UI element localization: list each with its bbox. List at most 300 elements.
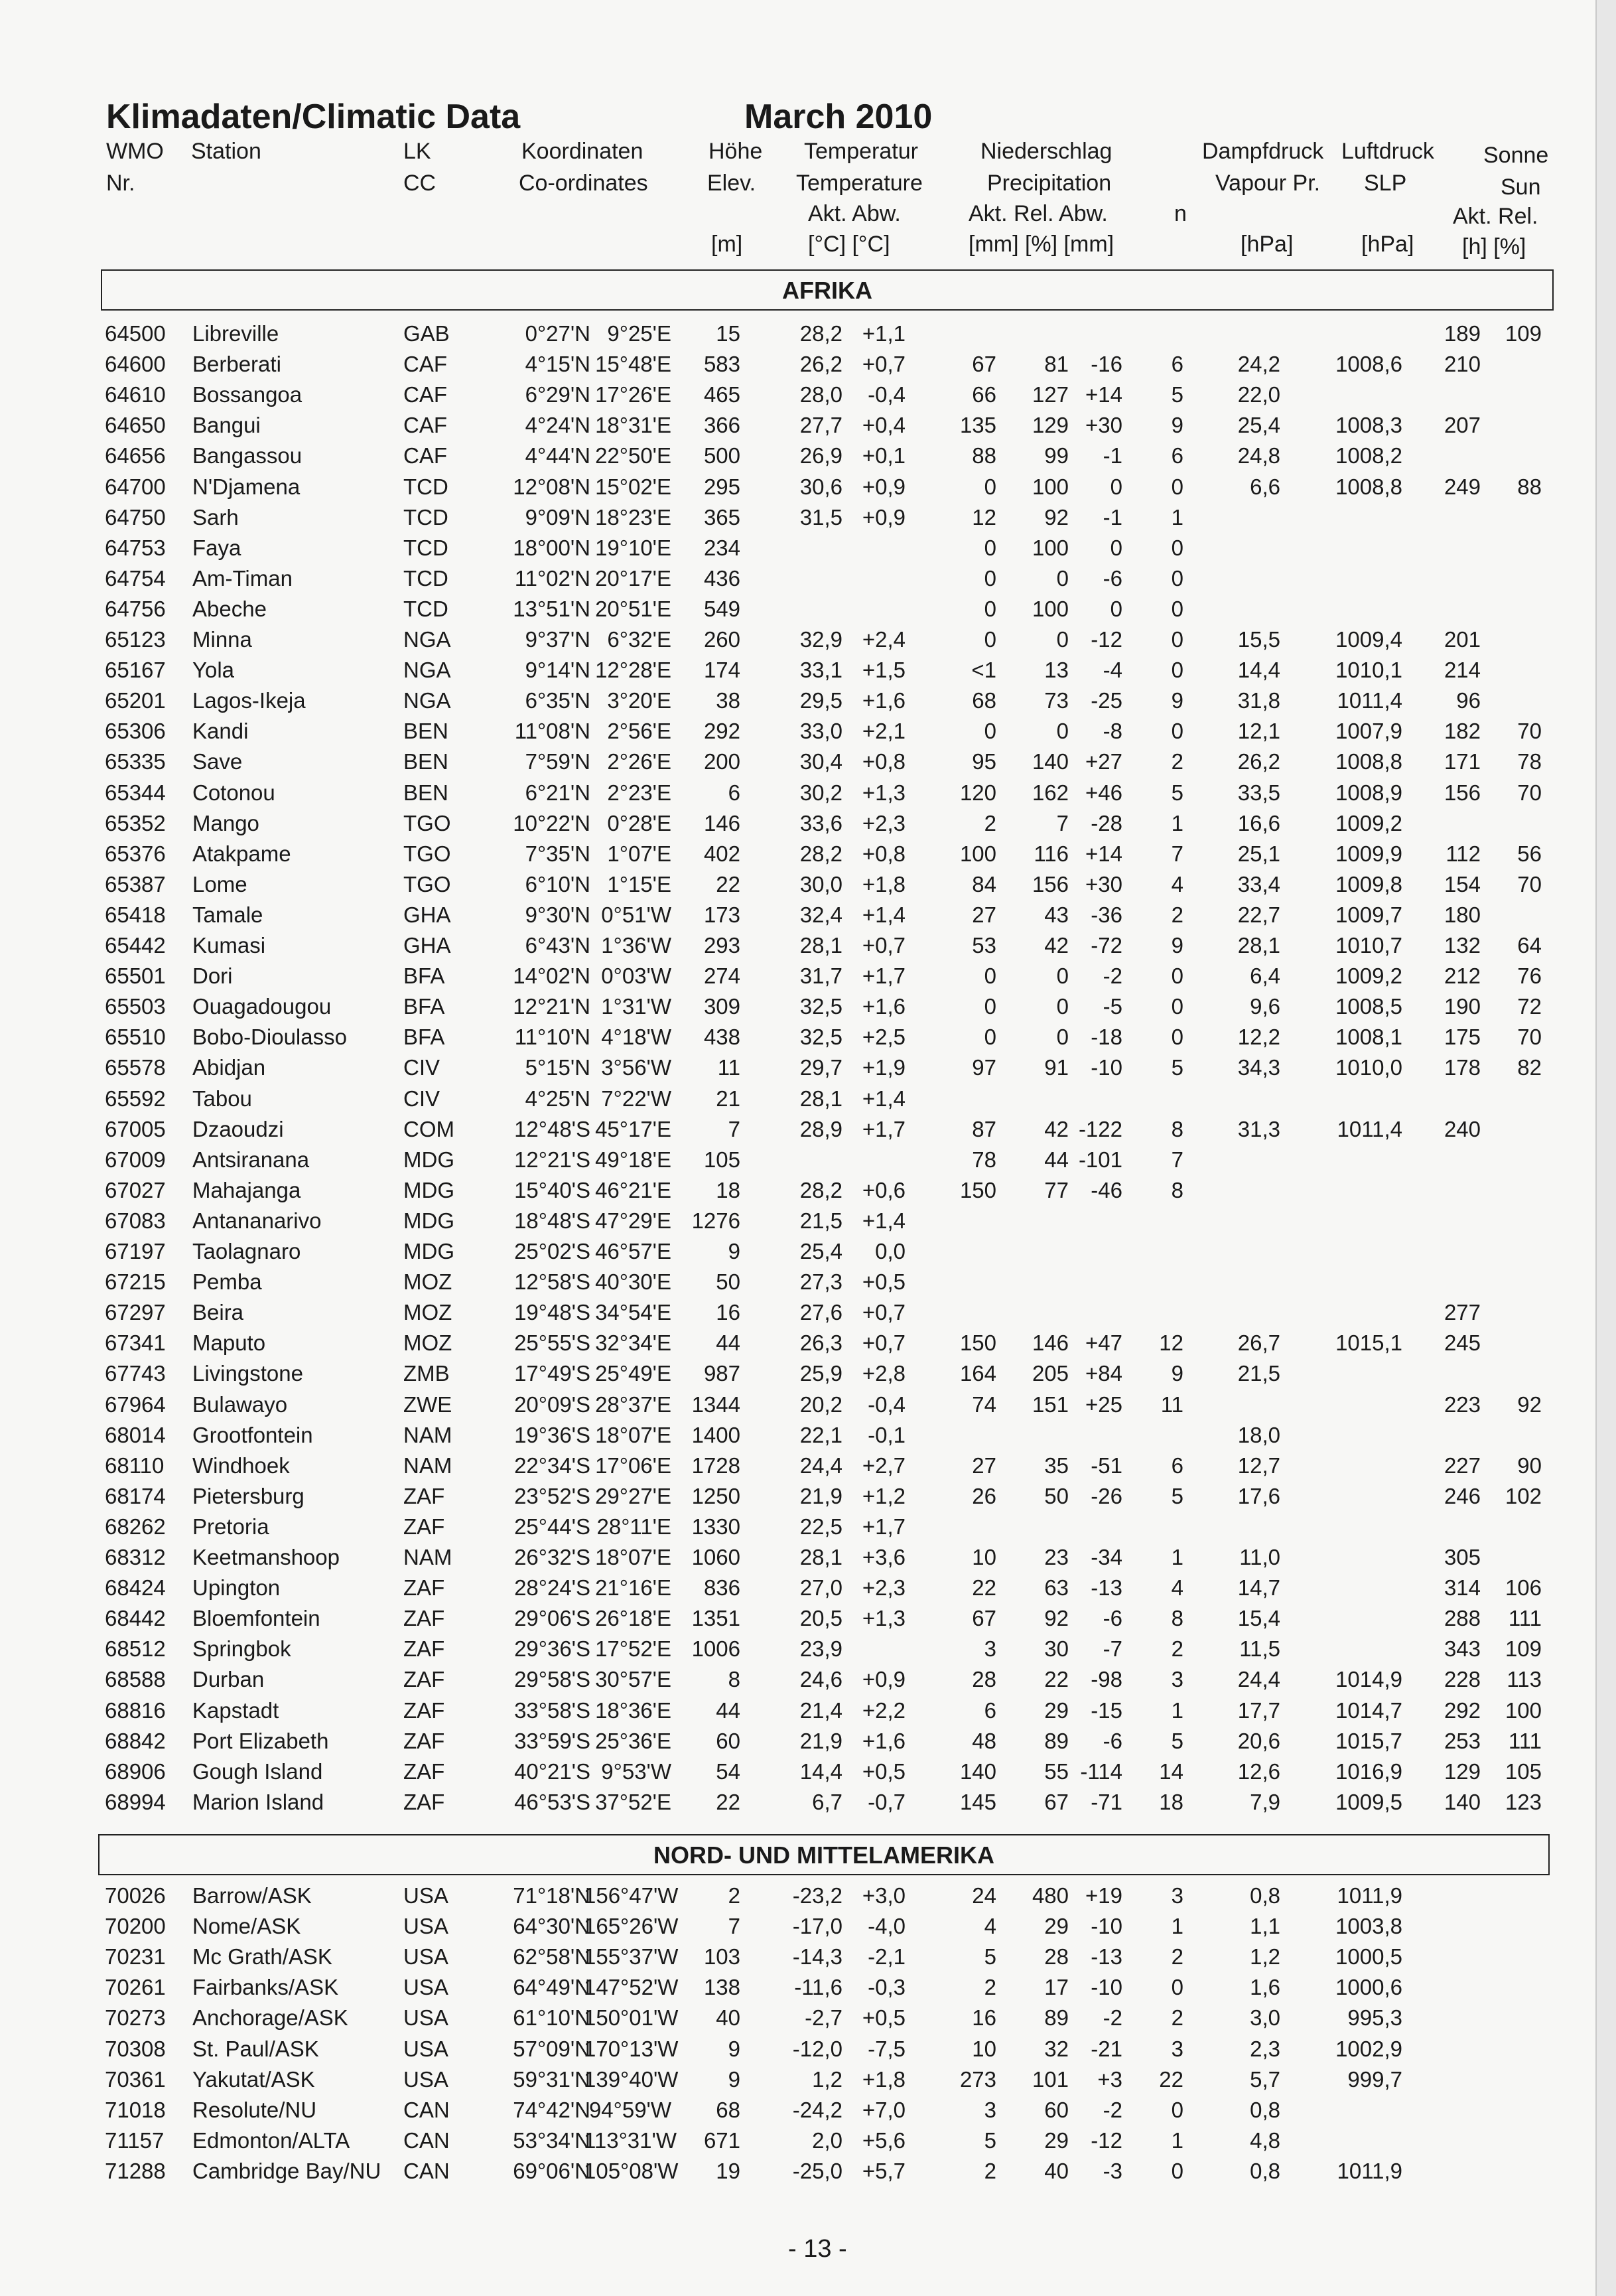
temp-deviation: +0,6 [862, 1177, 906, 1202]
temp-actual: 28,2 [799, 1177, 842, 1202]
header-sonne: Sonne [1483, 143, 1549, 168]
vapour-pressure: 0,8 [1250, 1883, 1280, 1908]
sea-level-pressure: 1002,9 [1335, 2036, 1402, 2061]
header-temp-units: [°C] [°C] [808, 232, 890, 257]
precip-relative: 0 [1056, 1025, 1069, 1050]
temp-actual: 28,1 [799, 933, 842, 958]
wmo-number: 64700 [105, 474, 166, 499]
latitude: 0°27'N [525, 321, 590, 346]
temp-actual: 28,1 [799, 1086, 842, 1111]
precip-relative: 127 [1032, 382, 1069, 407]
precip-days: 11 [1160, 1392, 1183, 1417]
precip-relative: 73 [1044, 688, 1069, 713]
elevation: 1728 [691, 1453, 740, 1478]
sunshine-hours: 245 [1444, 1330, 1481, 1356]
precip-relative: 43 [1044, 902, 1069, 927]
latitude: 7°35'N [525, 841, 590, 866]
sunshine-hours: 154 [1444, 871, 1481, 897]
precip-days: 7 [1171, 1147, 1183, 1172]
temp-deviation: +1,7 [862, 964, 906, 989]
precip-relative: 91 [1044, 1055, 1069, 1080]
elevation: 16 [716, 1300, 740, 1325]
precip-deviation: -15 [1091, 1697, 1122, 1723]
temp-deviation: +0,1 [862, 443, 906, 468]
sunshine-relative: 105 [1505, 1758, 1542, 1784]
longitude: 25°36'E [595, 1728, 671, 1753]
sunshine-relative: 78 [1517, 749, 1542, 774]
temp-actual: 2,0 [812, 2127, 842, 2153]
longitude: 19°10'E [595, 535, 671, 560]
temp-deviation: +1,6 [862, 994, 906, 1019]
sunshine-hours: 343 [1444, 1636, 1481, 1662]
vapour-pressure: 34,3 [1237, 1055, 1280, 1080]
header-cc: CC [403, 171, 437, 196]
latitude: 12°08'N [513, 474, 590, 499]
precip-actual: 87 [972, 1116, 996, 1141]
temp-deviation: -0,3 [868, 1975, 906, 2000]
latitude: 25°44'S [514, 1514, 590, 1539]
wmo-number: 70200 [105, 1914, 166, 1939]
precip-relative: 0 [1056, 994, 1069, 1019]
wmo-number: 67083 [105, 1208, 166, 1233]
temp-deviation: -0,7 [868, 1789, 906, 1814]
precip-actual: 0 [984, 1025, 996, 1050]
latitude: 13°51'N [513, 596, 590, 621]
precip-actual: 78 [972, 1147, 996, 1172]
precip-relative: 89 [1044, 1728, 1069, 1753]
longitude: 25°49'E [595, 1361, 671, 1386]
elevation: 19 [716, 2158, 740, 2183]
precip-deviation: -12 [1091, 627, 1122, 652]
precip-deviation: -13 [1091, 1944, 1122, 1970]
precip-deviation: -46 [1091, 1177, 1122, 1202]
station-name: Yola [192, 658, 235, 683]
sunshine-hours: 156 [1444, 780, 1481, 805]
precip-days: 7 [1171, 841, 1183, 866]
longitude: 139°40'W [584, 2066, 679, 2092]
elevation: 583 [703, 352, 740, 377]
temp-actual: 21,9 [799, 1728, 842, 1753]
vapour-pressure: 21,5 [1237, 1361, 1280, 1386]
precip-deviation: -34 [1091, 1545, 1122, 1569]
latitude: 22°34'S [514, 1453, 590, 1478]
precip-relative: 63 [1044, 1575, 1069, 1601]
temp-actual: 27,7 [799, 413, 842, 438]
wmo-number: 68424 [105, 1575, 166, 1601]
precip-deviation: -6 [1103, 565, 1122, 591]
vapour-pressure: 26,2 [1237, 749, 1280, 774]
latitude: 23°52'S [514, 1483, 590, 1508]
station-name: Minna [192, 627, 252, 652]
header-unit-m: [m] [711, 232, 743, 257]
sunshine-hours: 277 [1444, 1300, 1481, 1325]
elevation: 105 [703, 1147, 740, 1172]
precip-days: 5 [1171, 382, 1183, 407]
country-code: TCD [403, 565, 448, 591]
temp-actual: 28,2 [799, 321, 842, 346]
precip-relative: 77 [1044, 1177, 1069, 1202]
precip-days: 2 [1171, 749, 1183, 774]
sunshine-relative: 92 [1517, 1392, 1542, 1417]
longitude: 30°57'E [595, 1667, 671, 1692]
elevation: 836 [703, 1575, 740, 1601]
vapour-pressure: 22,7 [1237, 902, 1280, 927]
temp-actual: -25,0 [792, 2158, 842, 2183]
country-code: MOZ [403, 1269, 452, 1295]
precip-relative: 0 [1056, 964, 1069, 989]
elevation: 309 [703, 994, 740, 1019]
precip-days: 14 [1159, 1758, 1183, 1784]
country-code: ZAF [403, 1789, 445, 1814]
elevation: 22 [716, 871, 740, 897]
station-name: Abidjan [192, 1055, 266, 1080]
precip-relative: 67 [1044, 1789, 1069, 1814]
latitude: 6°35'N [525, 688, 590, 713]
sunshine-relative: 109 [1505, 321, 1542, 346]
longitude: 21°16'E [595, 1575, 671, 1601]
station-name: Bossangoa [192, 382, 303, 407]
precip-relative: 23 [1044, 1545, 1069, 1569]
vapour-pressure: 33,5 [1237, 780, 1280, 805]
station-name: Antsiranana [192, 1147, 310, 1172]
elevation: 293 [703, 933, 740, 958]
elevation: 18 [716, 1177, 740, 1202]
precip-actual: 28 [972, 1667, 996, 1692]
latitude: 17°49'S [514, 1361, 590, 1386]
temp-deviation: +0,7 [862, 1300, 906, 1325]
country-code: CAF [403, 413, 447, 438]
station-name: Resolute/NU [192, 2097, 317, 2122]
precip-actual: 0 [984, 535, 996, 560]
precip-deviation: -10 [1091, 1975, 1122, 2000]
longitude: 4°18'W [601, 1025, 671, 1050]
longitude: 2°23'E [607, 780, 671, 805]
precip-actual: 48 [972, 1728, 996, 1753]
sunshine-relative: 102 [1505, 1483, 1542, 1508]
temp-actual: 33,6 [799, 810, 842, 835]
header-sun-akt-rel: Akt. Rel. [1453, 204, 1538, 229]
section-header [101, 269, 1554, 311]
wmo-number: 64500 [105, 321, 166, 346]
longitude: 1°31'W [601, 994, 671, 1019]
precip-deviation: -6 [1103, 1606, 1122, 1631]
wmo-number: 70026 [105, 1883, 166, 1908]
sea-level-pressure: 1009,2 [1335, 964, 1402, 989]
elevation: 40 [716, 2005, 740, 2031]
precip-actual: 0 [984, 964, 996, 989]
country-code: USA [403, 2036, 448, 2061]
temp-actual: 29,5 [799, 688, 842, 713]
elevation: 9 [728, 1239, 740, 1263]
precip-actual: 67 [972, 1606, 996, 1631]
wmo-number: 65344 [105, 780, 166, 805]
longitude: 1°36'W [601, 933, 671, 958]
precip-days: 12 [1159, 1330, 1183, 1356]
precip-actual: 3 [984, 2097, 996, 2122]
latitude: 5°15'N [525, 1055, 590, 1080]
precip-days: 4 [1171, 871, 1183, 897]
elevation: 103 [703, 1944, 740, 1970]
precip-relative: 0 [1056, 719, 1069, 744]
sunshine-relative: 123 [1505, 1789, 1542, 1814]
elevation: 7 [728, 1116, 740, 1141]
latitude: 33°58'S [514, 1697, 590, 1723]
station-name: Sarh [192, 504, 239, 530]
wmo-number: 67743 [105, 1361, 166, 1386]
vapour-pressure: 31,3 [1237, 1116, 1280, 1141]
precip-actual: 16 [972, 2005, 996, 2031]
precip-deviation: -51 [1091, 1453, 1122, 1478]
header-nr: Nr. [106, 171, 135, 196]
elevation: 234 [703, 535, 740, 560]
temp-deviation: +2,8 [862, 1361, 906, 1386]
precip-days: 0 [1171, 535, 1183, 560]
sunshine-relative: 82 [1517, 1055, 1542, 1080]
longitude: 22°50'E [595, 443, 671, 468]
elevation: 21 [716, 1086, 740, 1111]
sunshine-hours: 228 [1444, 1667, 1481, 1692]
header-temp-akt-abw: Akt. Abw. [808, 201, 901, 226]
longitude: 34°54'E [595, 1300, 671, 1325]
temp-deviation: +5,7 [862, 2158, 906, 2183]
precip-relative: 92 [1044, 504, 1069, 530]
temp-actual: 26,9 [799, 443, 842, 468]
station-name: Springbok [192, 1636, 291, 1662]
latitude: 12°21'S [514, 1147, 590, 1172]
temp-deviation: -2,1 [868, 1944, 906, 1970]
temp-deviation: +1,2 [862, 1483, 906, 1508]
temp-actual: 25,4 [799, 1239, 842, 1263]
precip-days: 0 [1171, 596, 1183, 621]
precip-relative: 100 [1032, 474, 1069, 499]
precip-days: 6 [1171, 443, 1183, 468]
country-code: GHA [403, 933, 451, 958]
sunshine-hours: 132 [1444, 933, 1481, 958]
temp-actual: 30,0 [799, 871, 842, 897]
temp-deviation: +3,0 [862, 1883, 906, 1908]
country-code: GAB [403, 321, 450, 346]
temp-actual: -17,0 [792, 1914, 842, 1939]
temp-deviation: +1,9 [862, 1055, 906, 1080]
country-code: ZMB [403, 1361, 450, 1386]
longitude: 94°59'W [588, 2097, 671, 2122]
temp-actual: 27,6 [799, 1300, 842, 1325]
latitude: 6°43'N [525, 933, 590, 958]
wmo-number: 68816 [105, 1697, 166, 1723]
station-name: Port Elizabeth [192, 1728, 329, 1753]
wmo-number: 67297 [105, 1300, 166, 1325]
temp-actual: 28,9 [799, 1116, 842, 1141]
latitude: 12°48'S [514, 1116, 590, 1141]
temp-deviation: +0,7 [862, 933, 906, 958]
longitude: 47°29'E [595, 1208, 671, 1233]
precip-deviation: +14 [1085, 841, 1122, 866]
country-code: NAM [403, 1453, 452, 1478]
precip-actual: 150 [959, 1177, 996, 1202]
sunshine-hours: 178 [1444, 1055, 1481, 1080]
vapour-pressure: 12,6 [1237, 1758, 1280, 1784]
temp-deviation: -0,4 [868, 1392, 906, 1417]
precip-actual: 5 [984, 1944, 996, 1970]
vapour-pressure: 31,8 [1237, 688, 1280, 713]
temp-deviation: -7,5 [868, 2036, 906, 2061]
precip-deviation: +19 [1085, 1883, 1122, 1908]
precip-relative: 156 [1032, 871, 1069, 897]
sunshine-relative: 111 [1508, 1606, 1542, 1631]
station-name: Livingstone [192, 1361, 303, 1386]
latitude: 29°36'S [514, 1636, 590, 1662]
vapour-pressure: 24,2 [1237, 352, 1280, 377]
station-name: Pemba [192, 1269, 262, 1295]
temp-actual: 32,5 [799, 1025, 842, 1050]
precip-actual: 0 [984, 627, 996, 652]
latitude: 12°21'N [513, 994, 590, 1019]
wmo-number: 65578 [105, 1055, 166, 1080]
country-code: NAM [403, 1422, 452, 1447]
temp-deviation: -4,0 [868, 1914, 906, 1939]
precip-days: 2 [1171, 902, 1183, 927]
precip-deviation: -71 [1091, 1789, 1122, 1814]
precip-deviation: +46 [1085, 780, 1122, 805]
longitude: 17°52'E [595, 1636, 671, 1662]
latitude: 28°24'S [514, 1575, 590, 1601]
station-name: Mc Grath/ASK [192, 1944, 332, 1970]
temp-deviation: +0,7 [862, 352, 906, 377]
vapour-pressure: 28,1 [1237, 933, 1280, 958]
elevation: 200 [703, 749, 740, 774]
sea-level-pressure: 1003,8 [1335, 1914, 1402, 1939]
temp-deviation: -0,1 [868, 1422, 906, 1447]
precip-actual: 22 [972, 1575, 996, 1601]
precip-deviation: -6 [1103, 1728, 1122, 1753]
temp-actual: 26,2 [799, 352, 842, 377]
precip-actual: 6 [984, 1697, 996, 1723]
precip-days: 5 [1171, 1055, 1183, 1080]
temp-deviation: +1,6 [862, 688, 906, 713]
precip-actual: 10 [972, 2036, 996, 2061]
page-edge [1597, 0, 1616, 2296]
temp-deviation: +2,2 [862, 1697, 906, 1723]
latitude: 9°30'N [525, 902, 590, 927]
country-code: TCD [403, 474, 448, 499]
temp-actual: 23,9 [799, 1636, 842, 1662]
latitude: 69°06'N [513, 2158, 590, 2183]
precip-deviation: +47 [1085, 1330, 1122, 1356]
temp-deviation: +7,0 [862, 2097, 906, 2122]
temp-actual: 27,3 [799, 1269, 842, 1295]
header-wmo: WMO [106, 139, 164, 164]
section-title: NORD- UND MITTELAMERIKA [653, 1841, 994, 1869]
temp-actual: 28,0 [799, 382, 842, 407]
latitude: 20°09'S [514, 1392, 590, 1417]
sunshine-hours: 223 [1444, 1392, 1481, 1417]
temp-actual: -11,6 [794, 1975, 842, 2000]
sea-level-pressure: 1007,9 [1335, 719, 1402, 744]
country-code: CIV [403, 1055, 440, 1080]
sea-level-pressure: 1000,5 [1335, 1944, 1402, 1970]
temp-actual: -23,2 [792, 1883, 842, 1908]
temp-actual: 20,2 [799, 1392, 842, 1417]
wmo-number: 70308 [105, 2036, 166, 2061]
precip-days: 0 [1171, 565, 1183, 591]
country-code: USA [403, 2066, 448, 2092]
longitude: 18°07'E [595, 1422, 671, 1447]
vapour-pressure: 3,0 [1250, 2005, 1280, 2031]
station-name: Keetmanshoop [192, 1545, 340, 1569]
temp-actual: 28,1 [799, 1545, 842, 1569]
precip-deviation: -25 [1091, 688, 1122, 713]
temp-deviation: +0,9 [862, 504, 906, 530]
temp-deviation: +0,8 [862, 749, 906, 774]
precip-relative: 92 [1044, 1606, 1069, 1631]
precip-deviation: -2 [1103, 2005, 1122, 2031]
precip-deviation: -98 [1091, 1667, 1122, 1692]
header-hpa-1: [hPa] [1241, 232, 1294, 257]
precip-days: 1 [1171, 504, 1183, 530]
longitude: 170°13'W [584, 2036, 679, 2061]
longitude: 17°06'E [595, 1453, 671, 1478]
header-sun: Sun [1501, 175, 1541, 200]
vapour-pressure: 0,8 [1250, 2158, 1280, 2183]
wmo-number: 65201 [105, 688, 166, 713]
station-name: Maputo [192, 1330, 266, 1356]
precip-actual: 5 [984, 2127, 996, 2153]
elevation: 11 [717, 1055, 740, 1080]
sunshine-relative: 90 [1517, 1453, 1542, 1478]
temp-deviation: +0,9 [862, 1667, 906, 1692]
station-name: Mango [192, 810, 259, 835]
sea-level-pressure: 1008,8 [1335, 474, 1402, 499]
elevation: 1351 [691, 1606, 740, 1631]
temp-deviation: +2,7 [862, 1453, 906, 1478]
country-code: ZAF [403, 1606, 445, 1631]
vapour-pressure: 6,6 [1250, 474, 1280, 499]
station-name: Bangui [192, 413, 261, 438]
wmo-number: 67964 [105, 1392, 166, 1417]
temp-deviation: +2,3 [862, 1575, 906, 1601]
temp-deviation: +2,1 [862, 719, 906, 744]
station-name: Pretoria [192, 1514, 269, 1539]
sunshine-relative: 70 [1517, 1025, 1542, 1050]
longitude: 18°07'E [595, 1545, 671, 1569]
precip-deviation: -10 [1091, 1055, 1122, 1080]
sea-level-pressure: 1009,4 [1335, 627, 1402, 652]
header-station: Station [191, 139, 261, 164]
temp-deviation: +3,6 [862, 1545, 906, 1569]
precip-days: 2 [1171, 1944, 1183, 1970]
longitude: 105°08'W [584, 2158, 679, 2183]
wmo-number: 64650 [105, 413, 166, 438]
elevation: 174 [703, 658, 740, 683]
sunshine-hours: 212 [1444, 964, 1481, 989]
precip-deviation: -26 [1091, 1483, 1122, 1508]
wmo-number: 65167 [105, 658, 166, 683]
header-dampfdruck: Dampfdruck [1202, 139, 1324, 164]
vapour-pressure: 14,4 [1237, 658, 1280, 683]
elevation: 365 [703, 504, 740, 530]
country-code: COM [403, 1116, 454, 1141]
elevation: 60 [716, 1728, 740, 1753]
sea-level-pressure: 1008,8 [1335, 749, 1402, 774]
temp-actual: 33,0 [799, 719, 842, 744]
elevation: 50 [716, 1269, 740, 1295]
country-code: TCD [403, 535, 448, 560]
elevation: 1250 [691, 1483, 740, 1508]
sea-level-pressure: 1008,3 [1335, 413, 1402, 438]
precip-actual: 0 [984, 474, 996, 499]
precip-deviation: -3 [1103, 2158, 1122, 2183]
wmo-number: 65503 [105, 994, 166, 1019]
